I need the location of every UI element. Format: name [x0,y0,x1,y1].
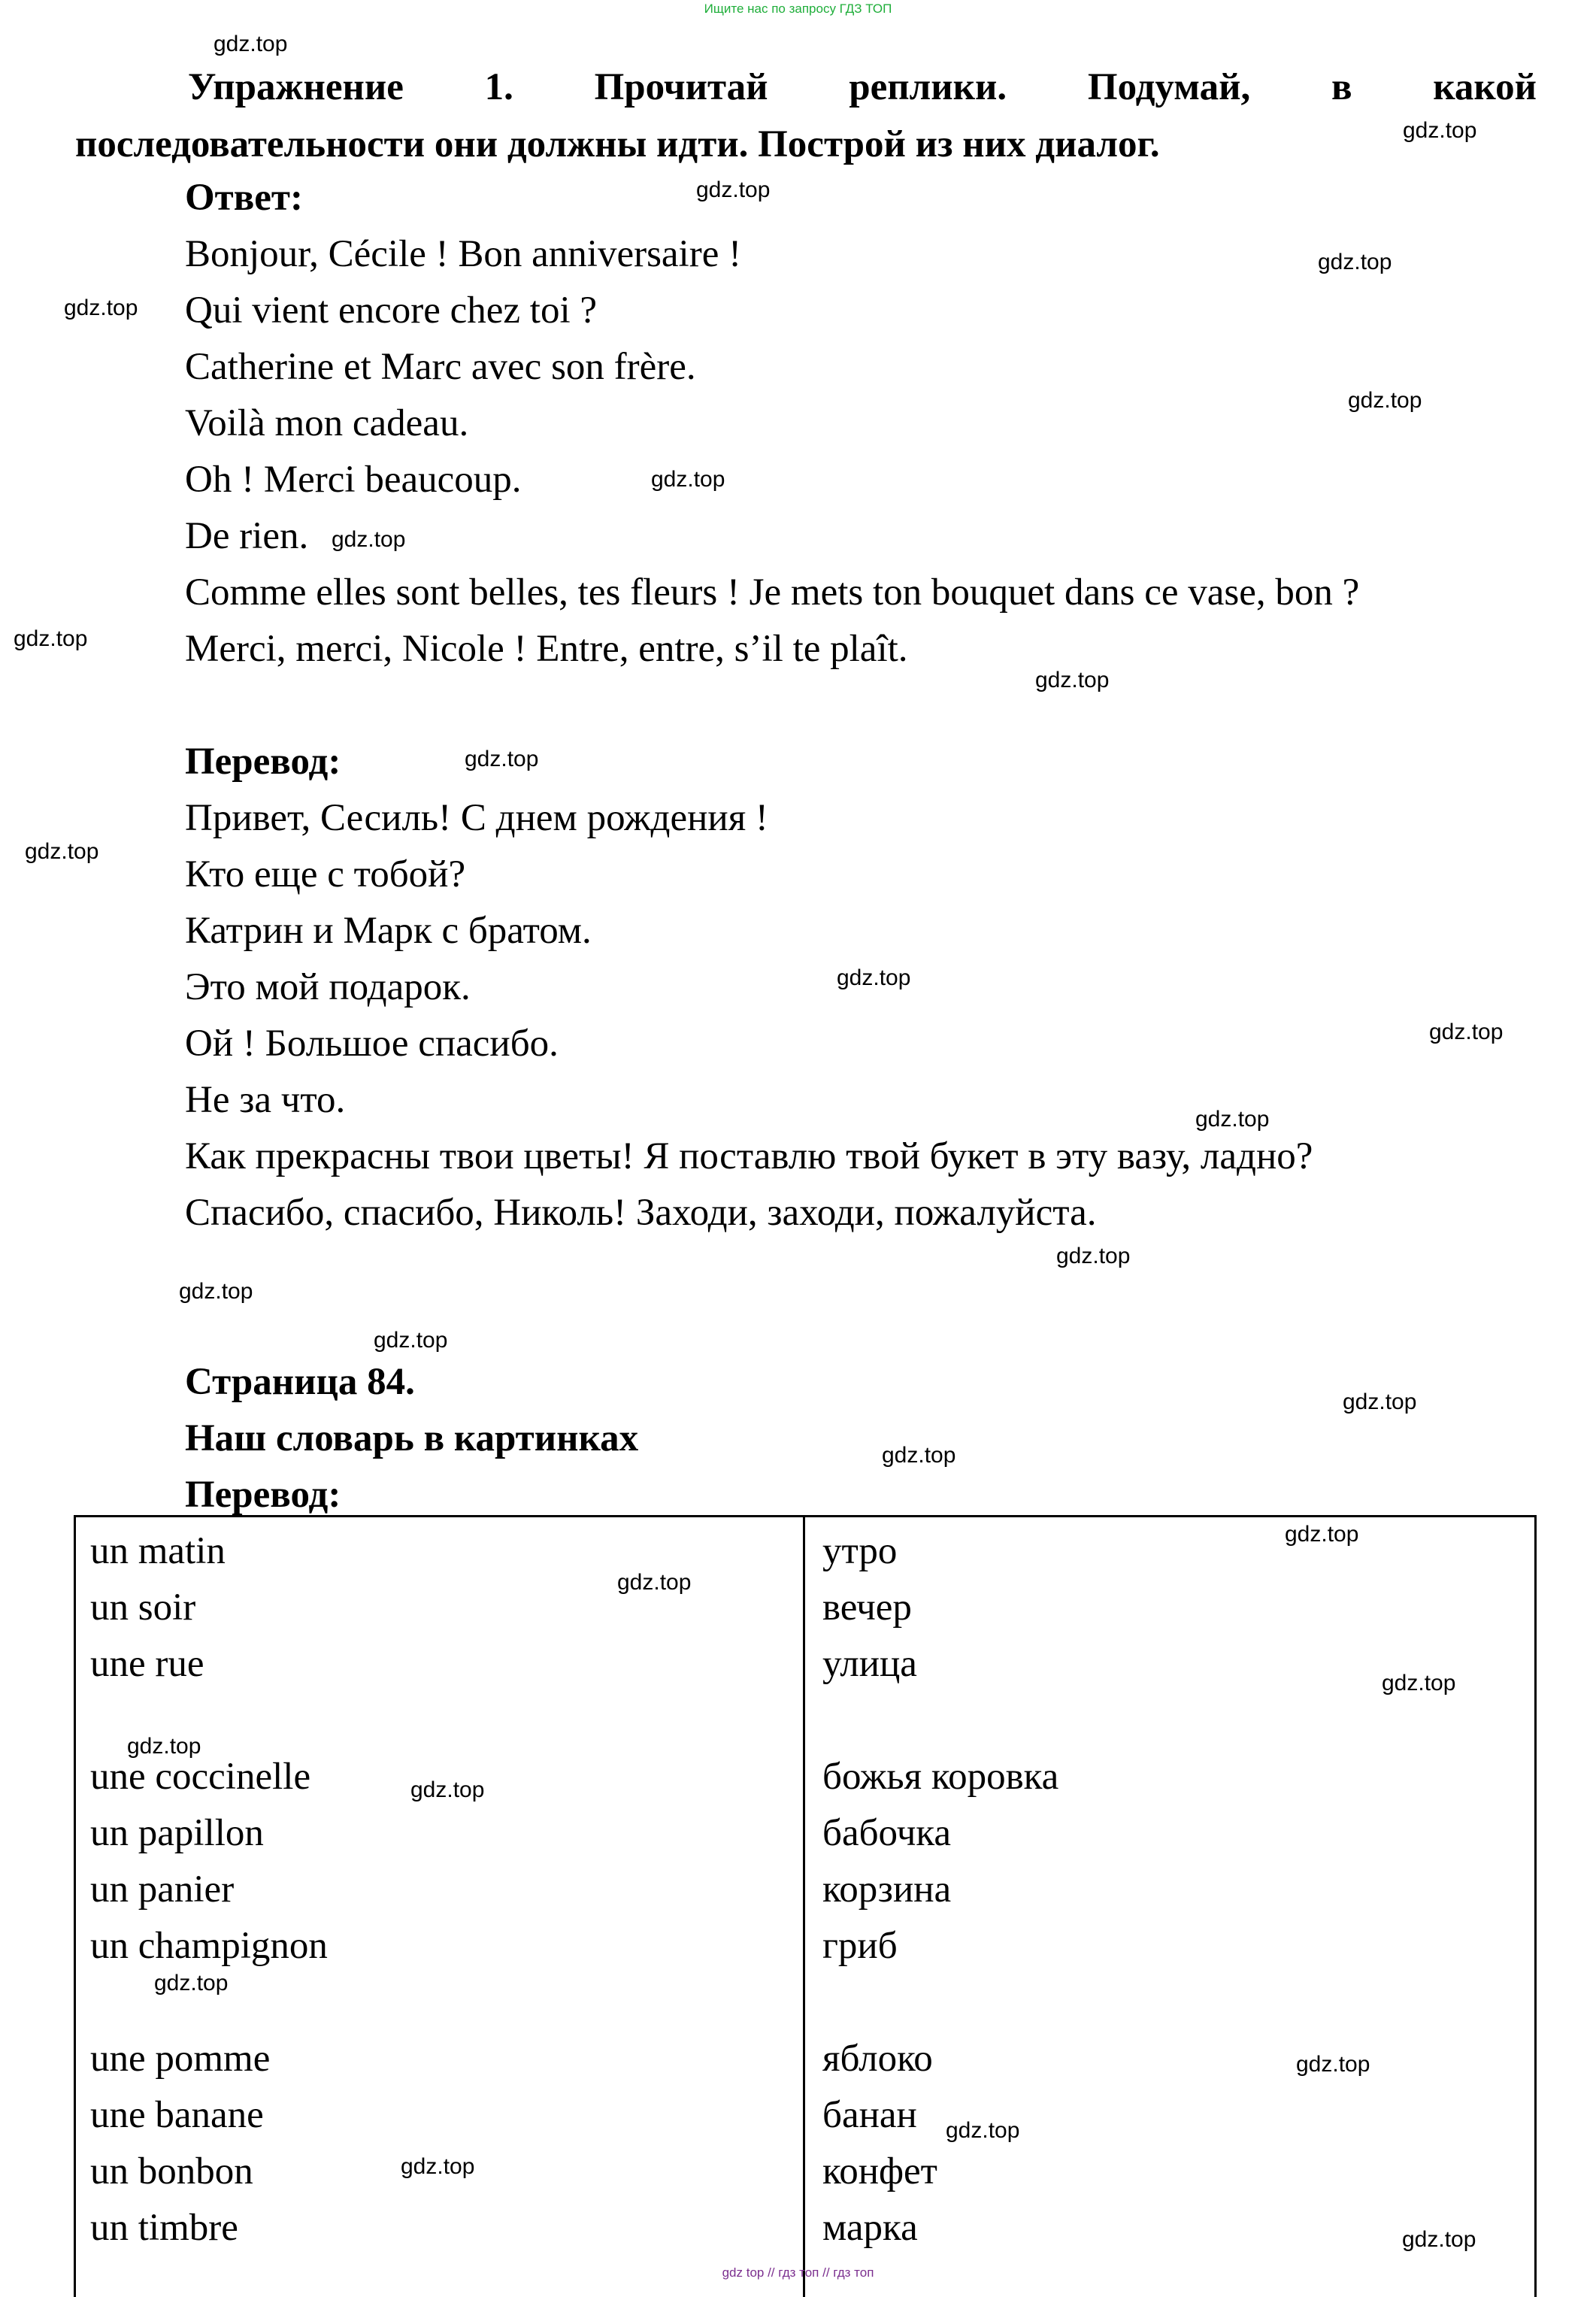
watermark: gdz.top [1343,1389,1417,1414]
watermark: gdz.top [837,965,911,990]
vocab-french-word: une rue [90,1643,204,1685]
watermark: gdz.top [179,1279,253,1304]
vocab-french-word: un bonbon [90,2150,253,2192]
watermark: gdz.top [1285,1522,1359,1547]
vocab-french-word: un soir [90,1586,196,1629]
vocab-russian-word: божья коровка [822,1756,1059,1798]
vocab-russian-word: вечер [822,1586,912,1629]
vocab-russian-word: конфет [822,2150,937,2192]
answer-line: De rien. [185,515,309,557]
dictionary-translation-label: Перевод: [185,1474,341,1516]
vocab-french-word: un matin [90,1530,226,1572]
watermark: gdz.top [1348,388,1422,413]
vocab-russian-word: гриб [822,1925,898,1967]
watermark: gdz.top [1035,668,1110,692]
answer-line: Catherine et Marc avec son frère. [185,346,696,388]
vocab-french-word: un panier [90,1868,235,1911]
vocab-russian-word: яблоко [822,2038,933,2080]
page-number-heading: Страница 84. [185,1361,415,1403]
watermark: gdz.top [1195,1107,1270,1132]
answer-line: Merci, merci, Nicole ! Entre, entre, s’il te plaît. [185,628,908,670]
top-banner: Ищите нас по запросу ГДЗ ТОП [704,2,892,16]
vocab-french-word: un timbre [90,2207,238,2249]
answer-line: Comme elles sont belles, tes fleurs ! Je mets ton bouquet dans ce vase, bon ? [185,571,1360,614]
answer-line: Bonjour, Cécile ! Bon anniversaire ! [185,233,742,275]
exercise-heading [75,59,1537,173]
translation-line: Это мой подарок. [185,966,471,1008]
translation-line: Не за что. [185,1079,346,1121]
vocab-russian-word: марка [822,2207,918,2249]
answer-line: Qui vient encore chez toi ? [185,289,598,332]
watermark: gdz.top [14,626,88,651]
footer: gdz top // гдз топ // гдз топ [722,2265,874,2280]
translation-line: Привет, Сесиль! С днем рождения ! [185,797,768,839]
translation-line: Ой ! Большое спасибо. [185,1023,559,1065]
answer-line: Oh ! Merci beaucoup. [185,459,522,501]
watermark: gdz.top [25,839,99,864]
exercise-heading-line-2: последовательности они должны идти. Построй из них диалог. [75,123,1160,165]
watermark: gdz.top [401,2154,475,2179]
vocab-russian-word: банан [822,2094,917,2136]
exercise-heading-line-1: Упражнение 1. Прочитай реплики. Подумай, в какой [188,66,1537,108]
vocabulary-table [74,1515,1537,2297]
watermark: gdz.top [1429,1020,1504,1044]
watermark: gdz.top [64,295,138,320]
watermark: gdz.top [1402,2227,1476,2252]
vocab-french-word: une pomme [90,2038,271,2080]
vocab-french-word: un champignon [90,1925,328,1967]
translation-line: Как прекрасны твои цветы! Я поставлю твой букет в эту вазу, ладно? [185,1135,1313,1177]
watermark: gdz.top [946,2118,1020,2143]
watermark: gdz.top [1318,250,1392,274]
translation-label: Перевод: [185,741,341,783]
translation-line: Кто еще с тобой? [185,853,466,895]
vocab-russian-word: улица [822,1643,917,1685]
watermark: gdz.top [1382,1671,1456,1695]
watermark: gdz.top [696,177,771,202]
vocab-french-word: une banane [90,2094,264,2136]
vocab-russian-word: корзина [822,1868,952,1911]
watermark: gdz.top [651,467,725,492]
translation-line: Катрин и Марк с братом. [185,910,592,952]
dictionary-title: Наш словарь в картинках [185,1417,639,1459]
vocab-russian-word: бабочка [822,1812,952,1854]
watermark: gdz.top [1403,118,1477,143]
watermark: gdz.top [1296,2052,1370,2077]
vocab-french-word: une coccinelle [90,1756,311,1798]
answer-line: Voilà mon cadeau. [185,402,469,444]
watermark: gdz.top [465,747,539,771]
watermark: gdz.top [214,32,288,56]
watermark: gdz.top [410,1777,485,1802]
watermark: gdz.top [882,1443,956,1468]
watermark: gdz.top [617,1570,692,1595]
vocab-russian-word: утро [822,1530,898,1572]
answer-label: Ответ: [185,177,303,219]
table-column-divider [803,1515,805,2297]
watermark: gdz.top [154,1971,229,1995]
watermark: gdz.top [332,527,406,552]
vocab-french-word: un papillon [90,1812,264,1854]
translation-line: Спасибо, спасибо, Николь! Заходи, заходи, пожалуйста. [185,1192,1097,1234]
watermark: gdz.top [127,1734,201,1759]
watermark: gdz.top [374,1328,448,1353]
watermark: gdz.top [1056,1244,1131,1268]
